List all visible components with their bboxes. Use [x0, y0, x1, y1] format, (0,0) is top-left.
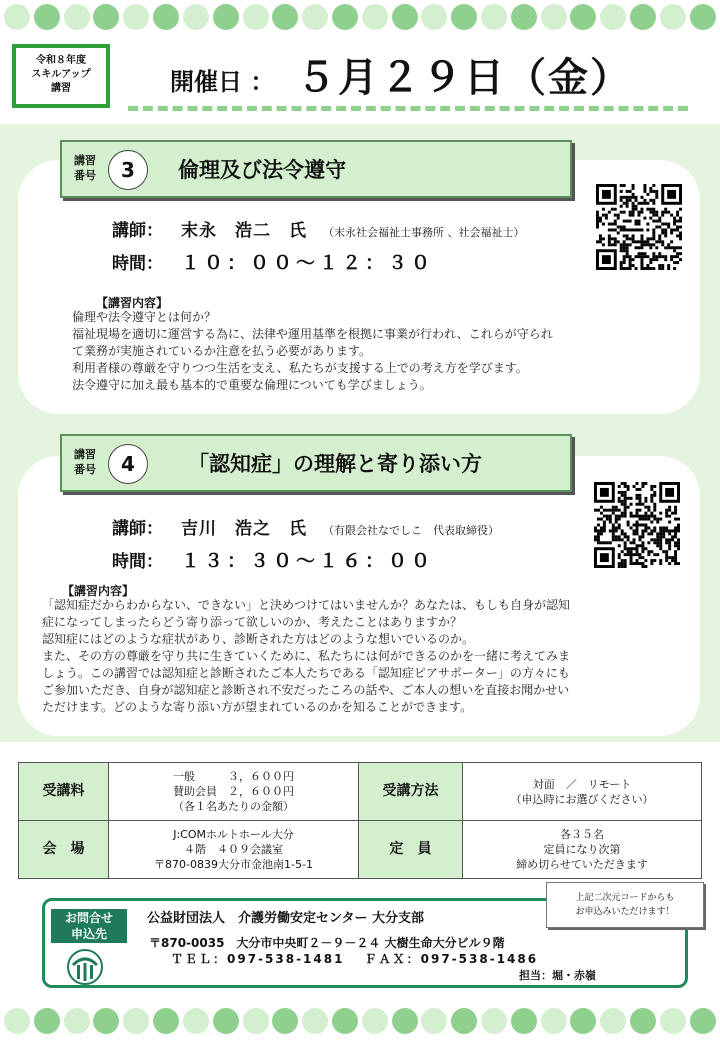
content-body — [42, 597, 570, 716]
qr-code-icon[interactable] — [594, 482, 680, 568]
content-line: 倫理や法令遵守とは何か？ — [72, 310, 217, 324]
qr-code-icon[interactable] — [596, 184, 682, 270]
content-line: 認知症にはどのような症状があり、診断された方はどのような想いでいるのか。 — [42, 632, 475, 646]
organization-address: 〒870-0035 大分市中央町２－９－２４ 大樹生命大分ビル９階 — [149, 936, 505, 950]
content-line: 利用者様の尊厳を守りつつ生活を支え、私たちが支援する上での考え方を学びます。 — [72, 361, 528, 375]
lecture-number: 4 — [108, 444, 148, 484]
time-label: 時間： — [112, 552, 163, 572]
lecturer-name: 末永 浩二 氏 — [181, 221, 307, 241]
venue-value: J:COMホルトホール大分 ４階 ４０９会議室 〒870-0839大分市金池南1-5-1 — [109, 821, 359, 879]
content-line: しょう。この講習では認知症と診断されたご本人たちである「認知症ピアサポーター」の方々にも — [42, 666, 570, 680]
lecturer-affiliation: （有限会社なでしこ 代表取締役） — [323, 524, 499, 537]
top-dot-border — [0, 4, 720, 32]
content-body — [72, 309, 553, 394]
phone-fax: ＴＥＬ：097-538-1481 ＦＡＸ：097-538-1486 — [171, 952, 539, 966]
lecturer-affiliation: （末永社会福祉士事務所 、社会福祉士） — [323, 226, 525, 239]
event-date: ５月２９日（金） — [296, 55, 632, 101]
bottom-dot-border — [0, 1008, 720, 1036]
dashed-divider — [128, 106, 688, 111]
lecturer-label: 講師： — [112, 519, 163, 539]
lecturer-name: 吉川 浩之 氏 — [181, 519, 307, 539]
contact-label: お問合せ 申込先 — [51, 909, 127, 943]
organization-logo-icon — [67, 949, 103, 985]
lecturer-row — [112, 514, 499, 539]
info-table — [18, 762, 702, 879]
course-year-badge: 令和８年度 スキルアップ 講習 — [12, 44, 110, 108]
method-value: 対面 ／ リモート （申込時にお選びください） — [463, 763, 702, 821]
lecture-number-label: 講習 番号 — [74, 154, 96, 182]
fee-value: 一般 ３，６００円 賛助会員 ２，６００円 （各１名あたりの金額） — [109, 763, 359, 821]
content-line: また、その方の尊厳を守り共に生きていくために、私たちには何ができるのかを一緒に考えてみま — [42, 649, 571, 663]
method-label: 受講方法 — [359, 763, 463, 821]
time-label: 時間： — [112, 254, 163, 274]
capacity-value: 各３５名 定員になり次第 締め切らせていただきます — [463, 821, 702, 879]
lecture-number-label: 講習 番号 — [74, 448, 96, 476]
organization-name: 公益財団法人 介護労働安定センター 大分支部 — [147, 911, 425, 926]
lecturer-label: 講師： — [112, 221, 163, 241]
content-line: 症になってしまったらどう寄り添って欲しいのか、考えたことはありますか？ — [42, 615, 463, 629]
lecture-title-box-3 — [60, 140, 572, 198]
content-line: 「認知症だからわからない、できない」と決めつけてはいませんか？あなたは、もしも自身が認知 — [42, 598, 571, 612]
content-line: ご参加いただき、自身が認知症と診断され不安だったころの話や、ご本人の想いを直接お聞かせい — [42, 683, 570, 697]
lecture-time: １３：３０～１６：００ — [181, 550, 435, 572]
fee-label: 受講料 — [19, 763, 109, 821]
time-row — [112, 248, 434, 275]
venue-label: 会 場 — [19, 821, 109, 879]
lecturer-row — [112, 216, 525, 241]
content-line: 法令遵守に加え最も基本的で重要な倫理についても学びましょう。 — [72, 378, 432, 392]
lecture-title-box-4 — [60, 434, 572, 492]
table-row — [19, 763, 702, 821]
lecture-time: １０：００～１２：３０ — [181, 252, 435, 274]
capacity-label: 定 員 — [359, 821, 463, 879]
qr-note: 上記二次元コードからも お申込みいただけます！ — [546, 882, 704, 928]
content-line: ただけます。どのような寄り添い方が望まれているのかを知ることができます。 — [42, 700, 473, 714]
content-line: て業務が実施されているか注意を払う必要があります。 — [72, 344, 372, 358]
content-heading: 【講習内容】 — [96, 296, 169, 310]
content-line: 福祉現場を適切に運営する為に、法律や運用基準を根拠に事業が行われ、これらが守られ — [72, 327, 553, 341]
lecture-number: 3 — [108, 150, 148, 190]
time-row — [112, 546, 434, 573]
lecture-title: 「認知症」の理解と寄り添い方 — [188, 452, 482, 476]
contact-person: 担当：堀・赤嶺 — [519, 969, 596, 982]
lecture-title: 倫理及び法令遵守 — [178, 158, 346, 182]
date-label: 開催日 ： — [170, 68, 275, 96]
table-row — [19, 821, 702, 879]
content-heading: 【講習内容】 — [62, 584, 135, 598]
